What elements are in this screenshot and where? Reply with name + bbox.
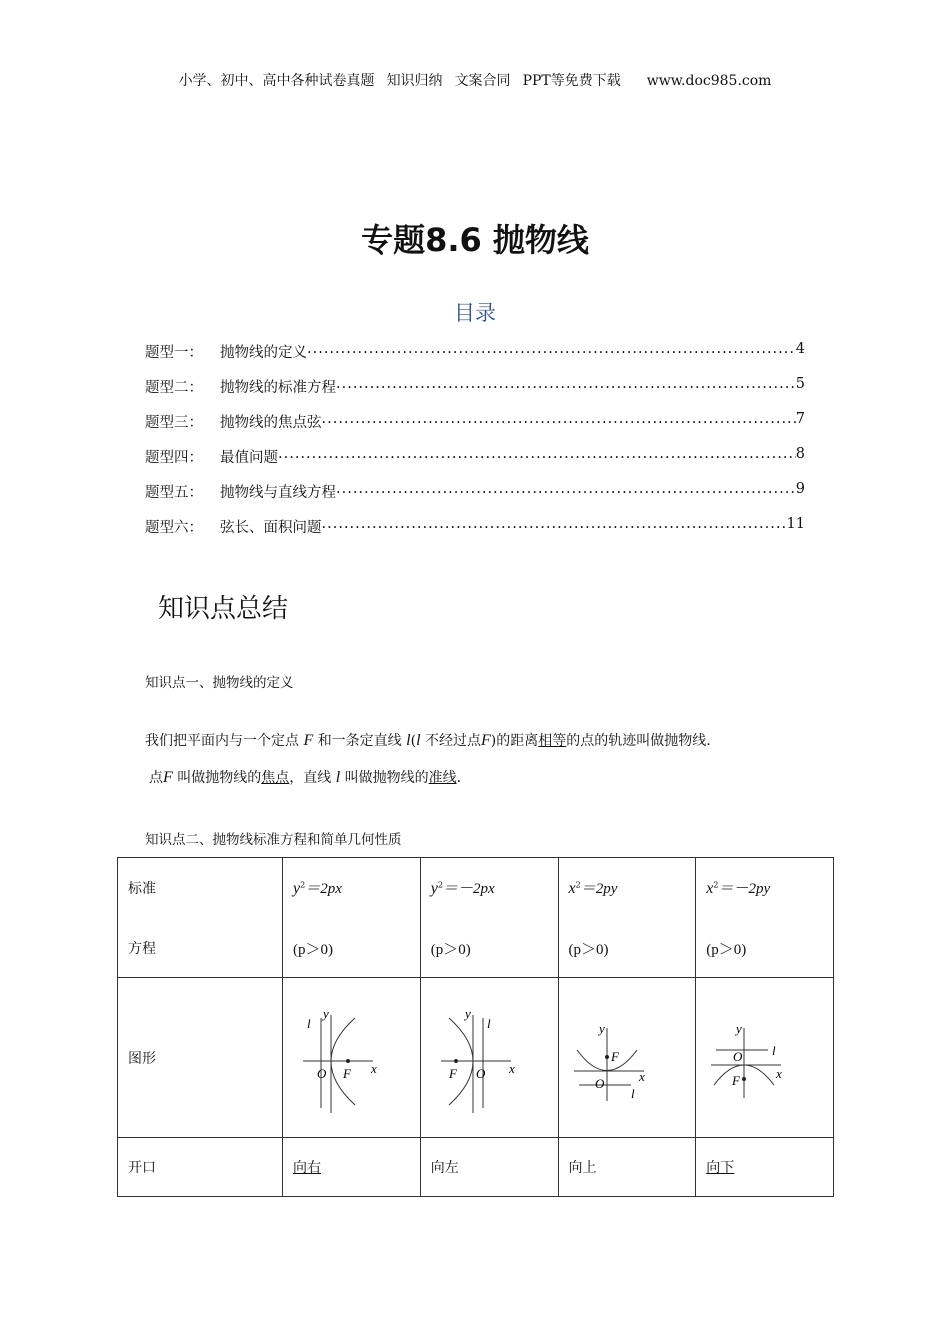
toc-text: 弦长、面积问题: [220, 520, 322, 536]
graph-label-l: l: [630, 1086, 635, 1101]
parabola-graph: [706, 993, 796, 1118]
math-var: F: [480, 732, 491, 749]
toc-label: 题型五：: [145, 485, 203, 501]
condition: (p＞0): [568, 941, 609, 958]
header-text: 文案合同: [454, 73, 511, 89]
toc-leader: [322, 411, 796, 432]
text: 点: [149, 770, 163, 786]
text: 我们把平面内与一个定点: [145, 733, 299, 749]
text: 叫做抛物线的: [177, 770, 262, 786]
text: 的点的轨迹叫做抛物线.: [566, 733, 711, 749]
graph-label-x: x: [776, 1066, 783, 1081]
graph-label-F: F: [610, 1049, 619, 1064]
condition: (p＞0): [706, 941, 747, 958]
toc-text: 抛物线的定义: [220, 345, 307, 361]
toc-text: 抛物线的标准方程: [220, 380, 336, 396]
definition-line-1: [145, 730, 711, 750]
toc-page: 5: [795, 376, 805, 392]
header-url: www.doc985.com: [646, 73, 772, 89]
opening-direction: 向下: [706, 1160, 735, 1176]
opening-cell: [420, 1138, 558, 1197]
focus-point: [742, 1077, 746, 1081]
equation-cell: [558, 858, 696, 978]
toc-entry[interactable]: [145, 341, 805, 362]
opening-direction: 向左: [430, 1160, 459, 1176]
text: )的距离: [490, 733, 539, 749]
toc-page: 7: [795, 411, 805, 427]
underlined-term: 准线: [428, 770, 457, 786]
toc-label: 题型三：: [145, 415, 203, 431]
toc-title: 目录: [454, 301, 496, 325]
row-label-graph: 图形: [118, 978, 283, 1138]
graph-label-y: y: [598, 1021, 605, 1036]
text: 叫做抛物线的: [344, 770, 429, 786]
header-text: 知识归纳: [386, 73, 443, 89]
opening-cell: [558, 1138, 696, 1197]
equation-rest: ＝2px: [305, 880, 342, 897]
label: 标准: [128, 880, 156, 897]
exponent: 2: [437, 879, 443, 889]
header-text: 小学、初中、高中各种试卷真题: [178, 73, 375, 89]
math-var: y: [293, 879, 301, 897]
graph-label-O: O: [733, 1049, 743, 1064]
toc-leader: [278, 446, 796, 467]
equation-rest: ＝2py: [580, 880, 618, 897]
section-title: 知识点总结: [158, 594, 289, 624]
parabola-graph: [569, 993, 659, 1118]
toc-leader: [336, 481, 796, 502]
equation-rest: ＝－2px: [442, 880, 495, 897]
graph-label-O: O: [594, 1076, 604, 1091]
toc-text: 最值问题: [220, 450, 278, 466]
exponent: 2: [713, 879, 719, 889]
focus-point: [605, 1055, 609, 1059]
graph-label-O: O: [317, 1066, 327, 1081]
math-var: x: [568, 879, 576, 897]
graph-label-l: l: [772, 1043, 776, 1058]
math-var: x: [706, 879, 714, 897]
opening-cell: [696, 1138, 834, 1197]
text: .: [456, 770, 462, 786]
toc-entry[interactable]: [145, 516, 805, 537]
toc-leader: [307, 341, 796, 362]
graph-label-O: O: [475, 1066, 486, 1081]
underlined-term: 相等: [538, 733, 567, 749]
graph-label-y: y: [736, 1021, 743, 1036]
graph-label-F: F: [732, 1073, 741, 1088]
toc-text: 抛物线与直线方程: [220, 485, 336, 501]
toc-entry[interactable]: [145, 446, 805, 467]
equation: [293, 877, 410, 898]
graph-label-y: y: [323, 1006, 329, 1021]
graph-label-x: x: [638, 1069, 645, 1084]
exponent: 2: [575, 879, 581, 889]
text: ，直线: [289, 770, 332, 786]
toc-page: 8: [795, 446, 805, 462]
equation-cell: [420, 858, 558, 978]
text: 和一条定直线: [317, 733, 402, 749]
math-var: y: [430, 879, 438, 897]
graph-cell: [558, 978, 696, 1138]
opening-cell: [283, 1138, 421, 1197]
row-label-equation: [118, 858, 283, 978]
graph-label-F: F: [343, 1066, 351, 1081]
graph-cell: [420, 978, 558, 1138]
graph-cell: [696, 978, 834, 1138]
equation: [431, 877, 548, 898]
toc-label: 题型四：: [145, 450, 203, 466]
math-var: l: [416, 732, 421, 749]
parabola-properties-table: [117, 857, 834, 1197]
graph-label-y: y: [464, 1006, 471, 1021]
exponent: 2: [300, 879, 306, 889]
focus-point: [454, 1059, 458, 1063]
toc-entry[interactable]: [145, 411, 805, 432]
graph-cell: [283, 978, 421, 1138]
page-header: [0, 70, 950, 90]
opening-direction: 向上: [568, 1160, 597, 1176]
condition: (p＞0): [430, 941, 471, 958]
math-var: l: [406, 732, 411, 749]
kp2-title: 知识点二、抛物线标准方程和简单几何性质: [145, 832, 402, 848]
graph-label-x: x: [508, 1061, 515, 1076]
graph-label-x: x: [371, 1061, 377, 1076]
toc-leader: [336, 376, 796, 397]
graph-label-l: l: [486, 1016, 491, 1031]
toc-leader: [322, 516, 787, 537]
toc-label: 题型一：: [145, 345, 203, 361]
parabola-graph: [431, 993, 521, 1118]
toc-label: 题型六：: [145, 520, 203, 536]
text: (: [410, 733, 417, 749]
toc-page: 11: [786, 516, 805, 532]
definition-line-2: [149, 767, 461, 787]
math-var: l: [335, 769, 341, 786]
text: 不经过点: [424, 733, 481, 749]
equation-cell: [696, 858, 834, 978]
math-var: F: [163, 769, 173, 786]
equation-cell: [283, 858, 421, 978]
equation: [706, 877, 823, 898]
row-label-opening: 开口: [118, 1138, 283, 1197]
equation: [569, 877, 686, 898]
toc-text: 抛物线的焦点弦: [220, 415, 322, 431]
toc-page: 4: [795, 341, 805, 357]
graph-label-l: l: [307, 1016, 311, 1031]
underlined-term: 焦点: [261, 770, 290, 786]
header-text: PPT等免费下载: [522, 73, 621, 89]
kp1-title: 知识点一、抛物线的定义: [145, 675, 294, 691]
condition: (p＞0): [293, 941, 333, 958]
label: 方程: [128, 940, 156, 957]
parabola-graph: [293, 993, 383, 1118]
graph-label-F: F: [448, 1066, 457, 1081]
toc-label: 题型二：: [145, 380, 203, 396]
focus-point: [346, 1059, 350, 1063]
toc-page: 9: [795, 481, 805, 497]
toc-entry[interactable]: [145, 376, 805, 397]
page-title: 专题8.6 抛物线: [361, 221, 589, 259]
math-var: F: [303, 732, 314, 749]
toc-entry[interactable]: [145, 481, 805, 502]
equation-rest: ＝－2py: [718, 880, 771, 897]
opening-direction: 向右: [293, 1160, 321, 1176]
